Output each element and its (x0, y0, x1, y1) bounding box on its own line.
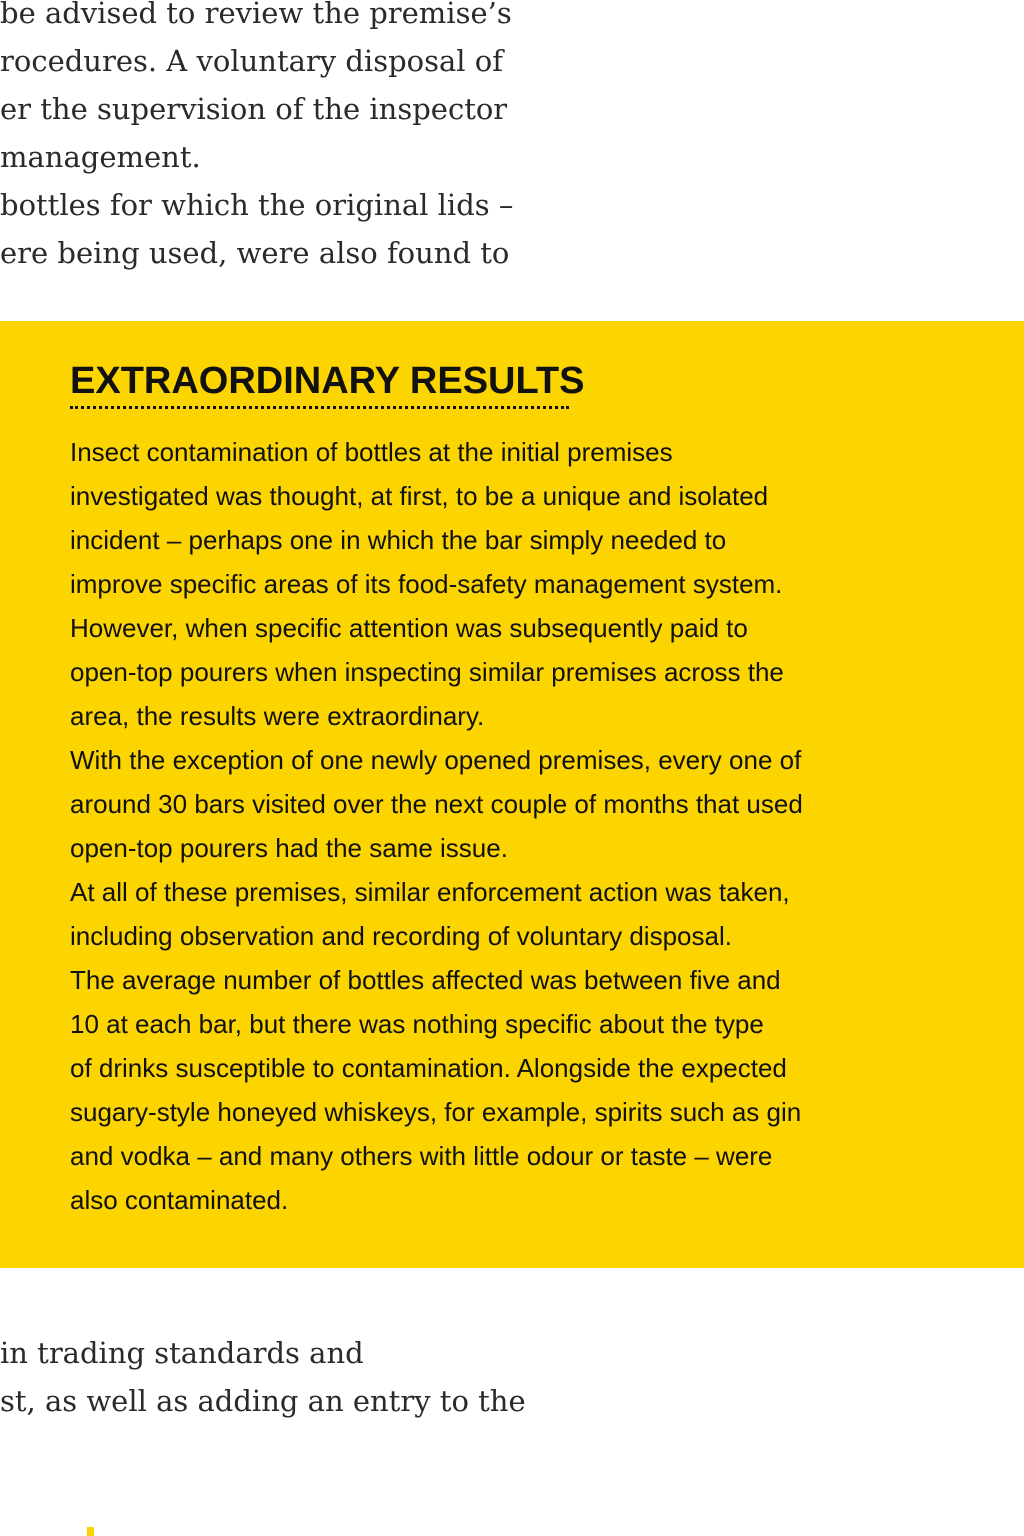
body-line: st, as well as adding an entry to the (0, 1384, 526, 1418)
sidebar-line: 10 at each bar, but there was nothing specific about the type (70, 1009, 764, 1039)
body-line: be advised to review the premise’s (0, 0, 512, 30)
sidebar-line: of drinks susceptible to contamination. Alongside the expected (70, 1053, 787, 1083)
sidebar-body (70, 430, 970, 1222)
sidebar-line: At all of these premises, similar enforcement action was taken, (70, 877, 790, 907)
sidebar-line: With the exception of one newly opened premises, every one of (70, 745, 802, 775)
sidebar-line: around 30 bars visited over the next couple of months that used (70, 789, 803, 819)
sidebar-line: and vodka – and many others with little odour or taste – were (70, 1141, 773, 1171)
sidebar-line: including observation and recording of voluntary disposal. (70, 921, 732, 951)
sidebar-line: investigated was thought, at first, to be a unique and isolated (70, 481, 769, 511)
body-line: bottles for which the original lids – (0, 188, 514, 222)
body-line: ere being used, were also found to (0, 236, 510, 270)
title-dotted-underline (70, 406, 569, 409)
decorative-yellow-mark (87, 1527, 94, 1536)
sidebar-line: open-top pourers had the same issue. (70, 833, 508, 863)
sidebar-title: EXTRAORDINARY RESULTS (70, 360, 585, 402)
sidebar-line: sugary-style honeyed whiskeys, for example, spirits such as gin (70, 1097, 802, 1127)
sidebar-line: also contaminated. (70, 1185, 289, 1215)
sidebar-line: improve specific areas of its food-safety management system. (70, 569, 783, 599)
body-line: management. (0, 140, 201, 174)
sidebar-line: area, the results were extraordinary. (70, 701, 485, 731)
body-text-top (0, 0, 1024, 277)
sidebar-line: open-top pourers when inspecting similar premises across the (70, 657, 784, 687)
sidebar-line: Insect contamination of bottles at the initial premises (70, 437, 673, 467)
sidebar-line: incident – perhaps one in which the bar simply needed to (70, 525, 727, 555)
sidebar-line: However, when specific attention was subsequently paid to (70, 613, 748, 643)
body-line: rocedures. A voluntary disposal of (0, 44, 503, 78)
body-line: er the supervision of the inspector (0, 92, 508, 126)
body-text-bottom (0, 1329, 1024, 1425)
body-line: in trading standards and (0, 1336, 364, 1370)
sidebar-line: The average number of bottles affected was between five and (70, 965, 781, 995)
